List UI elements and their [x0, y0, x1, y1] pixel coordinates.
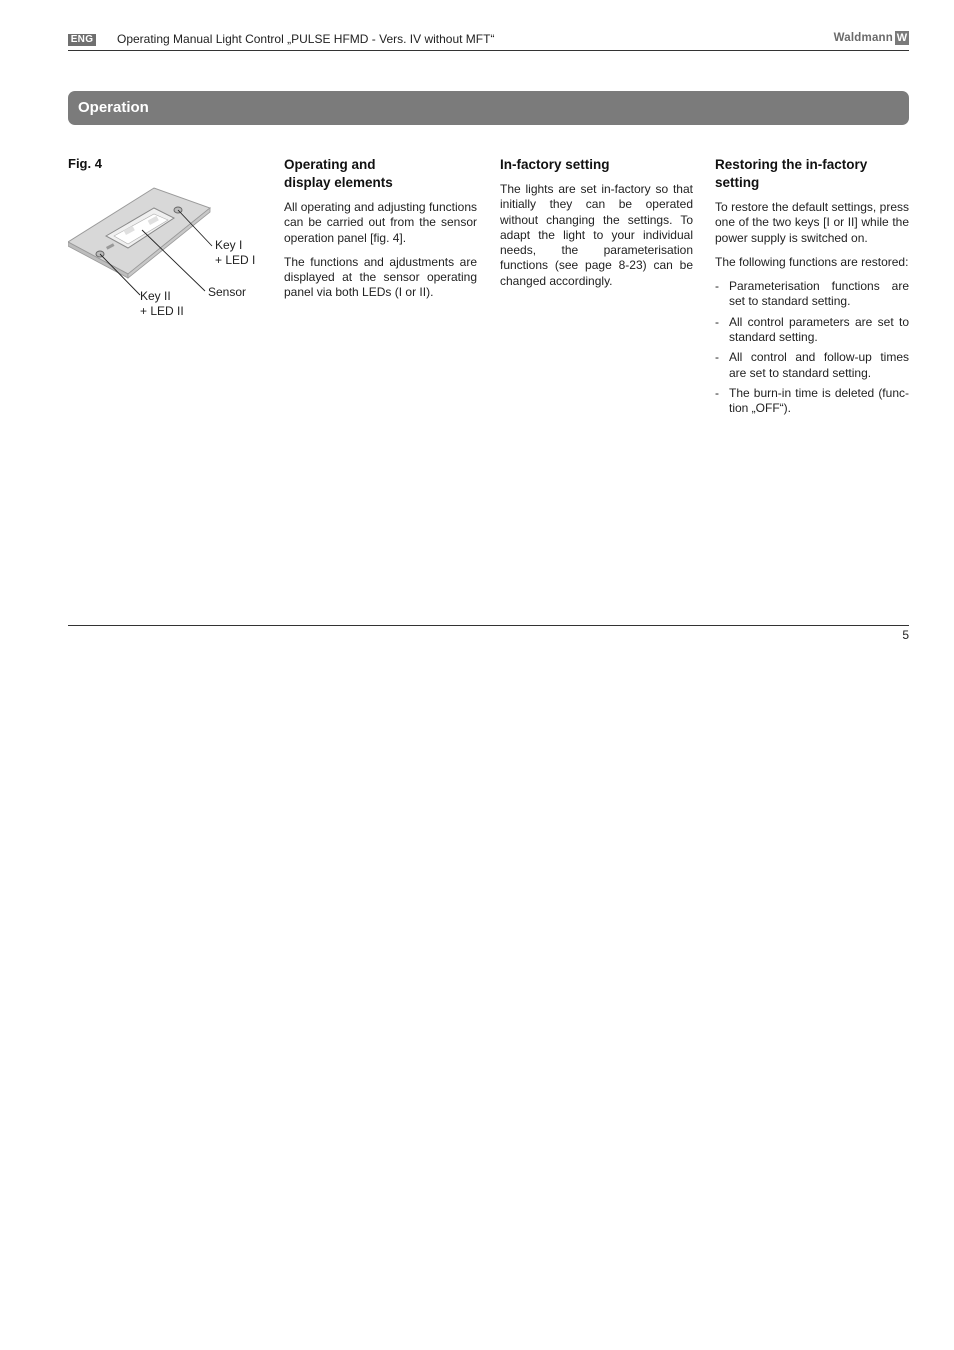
paragraph: All operating and adjusting functions can be carried out from the sensor operation panel [fig. 4].	[284, 200, 477, 245]
in-factory-heading: In-factory setting	[500, 157, 610, 172]
callout-sensor: Sensor	[208, 285, 247, 299]
sensor-panel-figure	[68, 178, 268, 328]
footer-divider	[68, 625, 909, 626]
language-badge: ENG	[68, 34, 96, 46]
in-factory-column	[500, 156, 693, 298]
callout-key2: Key II	[140, 289, 171, 303]
restoring-column	[715, 156, 909, 422]
heading-line: setting	[715, 175, 760, 190]
callout-led2: + LED II	[140, 304, 184, 318]
callout-key1: Key I	[215, 238, 243, 252]
heading-line: Operating and	[284, 157, 376, 172]
list-item-text: Parameterisation functions are set to standard setting.	[729, 279, 909, 309]
section-bar	[68, 91, 909, 125]
list-dash: -	[715, 279, 719, 294]
list-item	[715, 386, 909, 417]
figure-column	[68, 156, 268, 318]
brand-name: Waldmann	[833, 32, 893, 44]
list-item	[715, 315, 909, 346]
brand	[834, 30, 909, 46]
paragraph: To restore the default settings, press one of the two keys [I or II] while the power supply is switched on.	[715, 200, 909, 245]
operating-elements-column	[284, 156, 477, 310]
heading-line: Restoring the in-factory	[715, 157, 868, 172]
paragraph: The lights are set in-factory so that initially they can be operated without changing the settings. To adapt the light to your individual needs, the parameterisation functions (see page 8-23) can be changed accordingly.	[500, 182, 693, 288]
figure-label: Fig. 4	[68, 156, 102, 171]
paragraph: The following functions are restored:	[715, 254, 909, 269]
list-dash: -	[715, 385, 719, 400]
callout-led1: + LED I	[215, 253, 256, 267]
page-header	[68, 30, 909, 51]
restoring-heading	[715, 156, 909, 192]
list-item	[715, 350, 909, 381]
list-item-text: All control parameters are set to standard setting.	[729, 314, 909, 345]
restored-functions-list	[715, 279, 909, 416]
heading-line: display elements	[284, 175, 393, 190]
operating-elements-heading	[284, 156, 477, 192]
list-dash: -	[715, 314, 719, 329]
paragraph: The functions and ajdustments are displayed at the sensor operating panel via both LEDs (I or II).	[284, 254, 477, 300]
section-title: Operation	[78, 99, 149, 116]
page-number: 5	[902, 628, 909, 642]
list-item-text: All control and follow-up times are set to standard setting.	[729, 350, 909, 380]
document-title: Operating Manual Light Control „PULSE HFMD - Vers. IV without MFT“	[117, 32, 495, 46]
list-item-text: The burn-in time is deleted (function „OFF“).	[729, 385, 909, 416]
brand-logo-icon: W	[896, 32, 908, 44]
list-dash: -	[715, 350, 719, 365]
list-item	[715, 279, 909, 310]
